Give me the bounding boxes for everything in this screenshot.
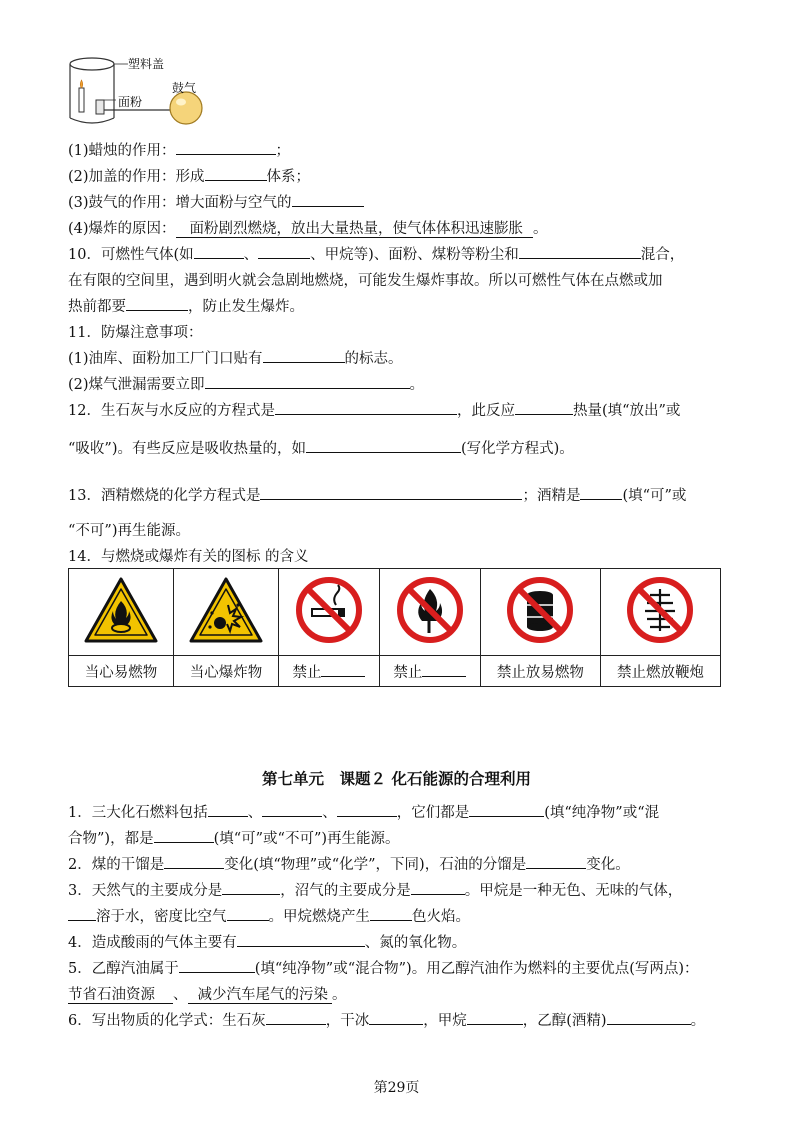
q9-line-1: (1)蜡烛的作用： ；	[68, 139, 290, 160]
s2-q5-line-1: 5．乙醇汽油属于 (填“纯净物”或“混合物”)。用乙醇汽油作为燃料的主要优点(写两点)：	[68, 957, 699, 978]
q12-line-2: “吸收”)。有些反应是吸收热量的，如 (写化学方程式)。	[68, 437, 574, 458]
s2-q5-answer-2: 减少汽车尾气的污染	[188, 987, 333, 1004]
s2-q1-line-2: 合物”)，都是 (填“可”或“不可”)再生能源。	[68, 827, 400, 848]
q11-line-2: (2)煤气泄漏需要立即 。	[68, 373, 424, 394]
s2-q2-line: 2．煤的干馏是 变化(填“物理”或“化学”，下同)，石油的分馏是 变化。	[68, 853, 630, 874]
section-title: 第七单元 课题２ 化石能源的合理利用	[262, 770, 531, 788]
s2-q6-line: 6．写出物质的化学式：生石灰 ，干冰 ，甲烷 ，乙醇(酒精) 。	[68, 1009, 705, 1030]
q13-line-1: 13．酒精燃烧的化学方程式是 ；酒精是 (填“可”或	[68, 484, 686, 505]
no-firecrackers-icon	[625, 575, 695, 645]
sign-caption-explosive: 当心爆炸物	[174, 656, 279, 687]
flammable-warning-icon	[83, 575, 159, 645]
no-flammable-materials-icon	[505, 575, 575, 645]
s2-q3-line-2: 溶于水，密度比空气 。甲烷燃烧产生 色火焰。	[68, 905, 470, 926]
sign-caption-no-smoking: 禁止	[279, 656, 380, 687]
sign-cell-no-open-flame	[379, 569, 480, 656]
q10-line-2: 在有限的空间里，遇到明火就会急剧地燃烧，可能发生爆炸事故。所以可燃性气体在点燃或加	[68, 273, 663, 289]
q12-line-1: 12．生石灰与水反应的方程式是 ，此反应 热量(填“放出”或	[68, 399, 680, 420]
q9-answer: 面粉剧烈燃烧，放出大量热量，使气体体积迅速膨胀	[176, 221, 534, 238]
s2-q5-answer-1: 节省石油资源	[68, 987, 173, 1004]
no-smoking-icon	[294, 575, 364, 645]
s2-q1-line-1: 1．三大化石燃料包括 、 、 ，它们都是 (填“纯净物”或“混	[68, 801, 659, 822]
q9-line-2: (2)加盖的作用：形成 体系；	[68, 165, 310, 186]
q9-line-3: (3)鼓气的作用：增大面粉与空气的	[68, 191, 364, 212]
s2-q4-line: 4．造成酸雨的气体主要有 、氮的氧化物。	[68, 931, 466, 952]
sign-cell-explosive	[174, 569, 279, 656]
figure-label-flour: 面粉	[118, 95, 143, 109]
q10-line-3: 热前都要 ，防止发生爆炸。	[68, 295, 304, 316]
q10-line-1: 10．可燃性气体(如 、 、甲烷等)、面粉、煤粉等粉尘和 混合，	[68, 243, 684, 264]
safety-signs-table	[68, 568, 721, 687]
sign-caption-no-firecrackers: 禁止燃放鞭炮	[600, 656, 720, 687]
q11-heading: 11．防爆注意事项：	[68, 325, 203, 341]
q13-line-2: “不可”)再生能源。	[68, 523, 190, 539]
s2-q5-line-2: 节省石油资源 、 减少汽车尾气的污染 。	[68, 987, 347, 1003]
figure-label-blow: 鼓气	[172, 81, 197, 95]
explosive-warning-icon	[188, 575, 264, 645]
sign-caption-flammable: 当心易燃物	[69, 656, 174, 687]
sign-cell-no-flammables	[480, 569, 600, 656]
no-open-flame-icon	[395, 575, 465, 645]
q9-line-4: (4)爆炸的原因： 面粉剧烈燃烧，放出大量热量，使气体体积迅速膨胀 。	[68, 221, 548, 237]
sign-caption-no-open-flame: 禁止	[379, 656, 480, 687]
sign-cell-no-smoking	[279, 569, 380, 656]
page-number: 第29页	[373, 1080, 420, 1096]
s2-q3-line-1: 3．天然气的主要成分是 ，沼气的主要成分是 。甲烷是一种无色、无味的气体，	[68, 879, 682, 900]
sign-cell-flammable	[69, 569, 174, 656]
figure-label-lid: 塑料盖	[128, 57, 165, 71]
q14-heading: 14．与燃烧或爆炸有关的图标 的含义	[68, 549, 309, 565]
sign-cell-no-firecrackers	[600, 569, 720, 656]
q11-line-1: (1)油库、面粉加工厂门口贴有 的标志。	[68, 347, 403, 368]
sign-caption-no-flammables: 禁止放易燃物	[480, 656, 600, 687]
